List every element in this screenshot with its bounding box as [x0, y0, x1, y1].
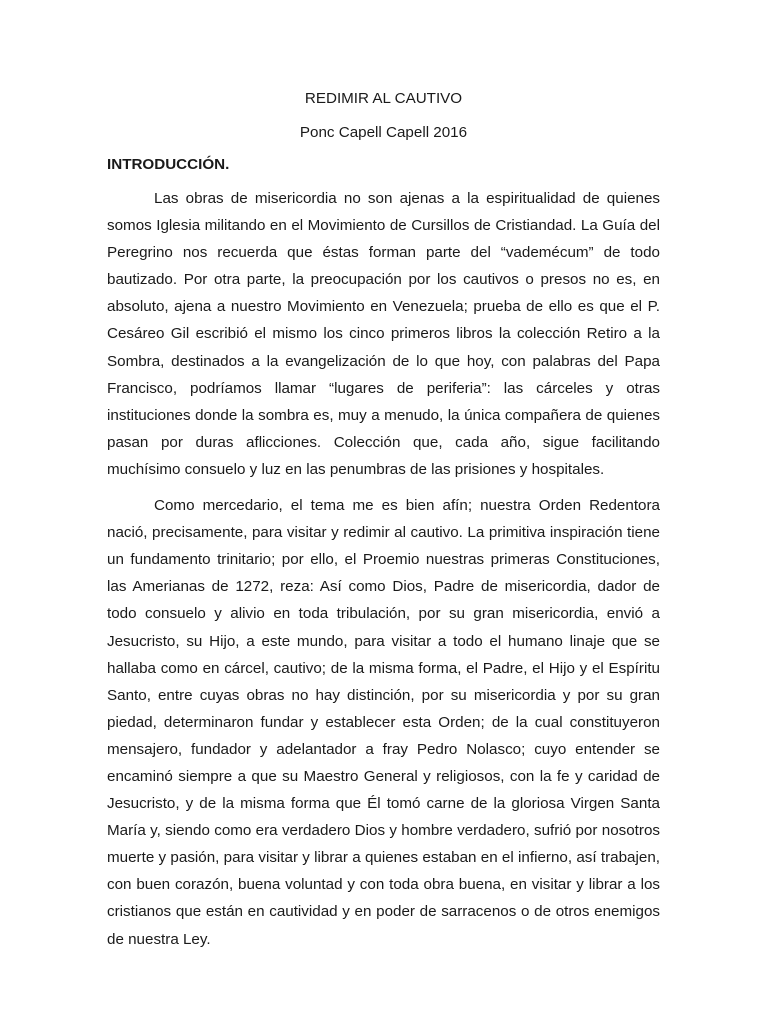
document-title: REDIMIR AL CAUTIVO	[304, 90, 463, 107]
author-line: Ponc Capell Capell 2016	[299, 124, 468, 141]
paragraph-2: Como mercedario, el tema me es bien afín; nuestra Orden Redentora nació, precisamente, para visitar y redimir al cautivo. La primitiva inspiración tiene un fundamento trinitario; por ello, el Proemio nuestras primeras Constituciones, las Amerianas de 1272, reza: Así como Dios, Padre de misericordia, dador de todo consuelo y alivio en toda tribulación, por su gran misericordia, envió a Jesucristo, su Hijo, a este mundo, para visitar a todo el humano linaje que se hallaba como en cárcel, cautivo; de la misma forma, el Padre, el Hijo y el Espíritu Santo, entre cuyas obras no hay distinción, por su misericordia y por su gran piedad, determinaron fundar y establecer esta Orden; de la cual constituyeron mensajero, fundador y adelantador a fray Pedro Nolasco; cuyo entender se encaminó siempre a que su Maestro General y religiosos, con la fe y caridad de Jesucristo, y de la misma forma que Él tomó carne de la gloriosa Virgen Santa María y, siendo como era verdadero Dios y hombre verdadero, sufrió por nosotros muerte y pasión, para visitar y librar a quienes estaban en el infierno, así trabajen, con buen corazón, buena voluntad y con toda obra buena, en visitar y librar a los cristianos que están en cautividad y en poder de sarracenos o de otros enemigos de nuestra Ley.	[107, 497, 660, 948]
paragraph-1: Las obras de misericordia no son ajenas a la espiritualidad de quienes somos Iglesia militando en el Movimiento de Cursillos de Cristiandad. La Guía del Peregrino nos recuerda que éstas forman parte del “vademécum” de todo bautizado. Por otra parte, la preocupación por los cautivos o presos no es, en absoluto, ajena a nuestro Movimiento en Venezuela; prueba de ello es que el P. Cesáreo Gil escribió el mismo los cinco primeros libros la colección Retiro a la Sombra, destinados a la evangelización de lo que hoy, con palabras del Papa Francisco, podríamos llamar “lugares de periferia”: las cárceles y otras instituciones donde la sombra es, muy a menudo, la única compañera de quienes pasan por duras aflicciones. Colección que, cada año, sigue facilitando muchísimo consuelo y luz en las penumbras de las prisiones y hospitales.	[107, 190, 660, 478]
section-heading: INTRODUCCIÓN.	[107, 156, 230, 173]
document-page	[107, 89, 660, 953]
